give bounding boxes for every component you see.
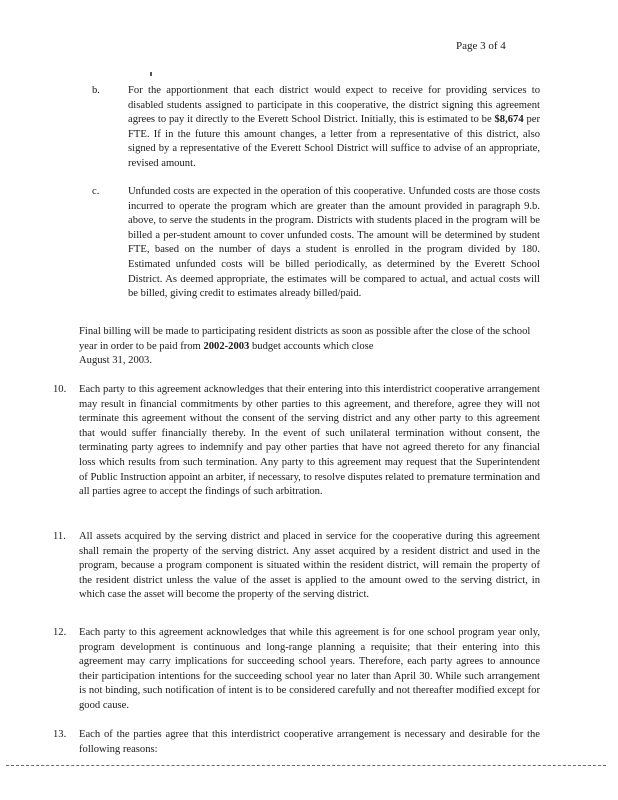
footer-rule (6, 765, 606, 766)
page-number: Page 3 of 4 (456, 40, 506, 52)
final-billing-text-pre: Final billing will be made to participating resident districts as soon as possible after the close of the school year in order to be paid from (79, 326, 531, 352)
final-billing-paragraph (79, 325, 540, 369)
item-b-text-pre: For the apportionment that each district would expect to receive for providing services to disabled students assigned to participate in this cooperative, the district signing this agreement agrees to pay it directly to the Everett School District. Initially, this is estimated to be (128, 85, 540, 126)
item-b-paragraph (128, 84, 540, 172)
item-13-marker: 13. (53, 729, 67, 740)
scan-speck (150, 72, 152, 76)
item-b-amount: $8,674 (494, 114, 524, 126)
item-10-marker: 10. (53, 384, 67, 395)
item-b-marker: b. (92, 85, 100, 96)
final-billing-budget-years: 2002-2003 (203, 340, 250, 352)
item-11-marker: 11. (53, 531, 66, 542)
item-c-paragraph: Unfunded costs are expected in the operation of this cooperative. Unfunded costs are those costs incurred to operate the program which are greater than the amount provided in paragraph 9.b. above, to serve the students in the program. Districts with students placed in the program will be billed a per-student amount to cover unfunded costs. The amount will be determined by student FTE, based on the number of days a student is enrolled in the program divided by 180. Estimated unfunded costs will be billed periodically, as determined by the Everett School District. As deemed appropriate, the estimates will be compared to actual, and actual costs will be billed, giving credit to estimates already billed/paid. (128, 186, 540, 300)
final-billing-close-date: August 31, 2003. (79, 355, 152, 367)
final-billing-text-mid: budget accounts which close (249, 340, 374, 352)
item-10-paragraph: Each party to this agreement acknowledges that their entering into this interdistrict cooperative arrangement may result in financial commitments by other parties to this agreement, and therefore, agree they will not terminate this agreement without the consent of the serving district and any other party to this agreement that would suffer financially thereby. In the event of such unilateral termination without consent, the terminating party agrees to indemnify and pay other parties that have not agreed thereto for any financial loss which results from such termination. Any party to this agreement may request that the Superintendent of Public Instruction appoint an arbiter, if necessary, to resolve disputes related to premature termination and all parties agree to accept the findings of such arbitration. (79, 384, 540, 498)
item-b-text-post: per FTE. If in the future this amount changes, a letter from a representative of this district, also signed by a representative of the Everett School District will suffice to advise of an appropriate, revised amount. (128, 114, 540, 169)
item-13-paragraph: Each of the parties agree that this interdistrict cooperative arrangement is necessary and desirable for the following reasons: (79, 729, 540, 755)
item-12-marker: 12. (53, 627, 67, 638)
item-c-marker: c. (92, 186, 100, 197)
item-12-paragraph: Each party to this agreement acknowledges that while this agreement is for one school program year only, program development is continuous and long-range planning a requisite; that their entering into this agreement may carry implications for succeeding school years. Therefore, each party agrees to announce their participation intentions for the succeeding school year no later than April 30. While such arrangement is not binding, such notification of intent is to be considered carefully and not thereafter modified except for good cause. (79, 627, 540, 711)
item-11-paragraph: All assets acquired by the serving district and placed in service for the cooperative during this agreement shall remain the property of the serving district. Any asset acquired by a resident district and used in the program, because a program component is situated within the resident district, will remain the property of the resident district unless the value of the asset is applied to the amount owed to the serving district, in which case the asset will become the property of the serving district. (79, 531, 540, 601)
